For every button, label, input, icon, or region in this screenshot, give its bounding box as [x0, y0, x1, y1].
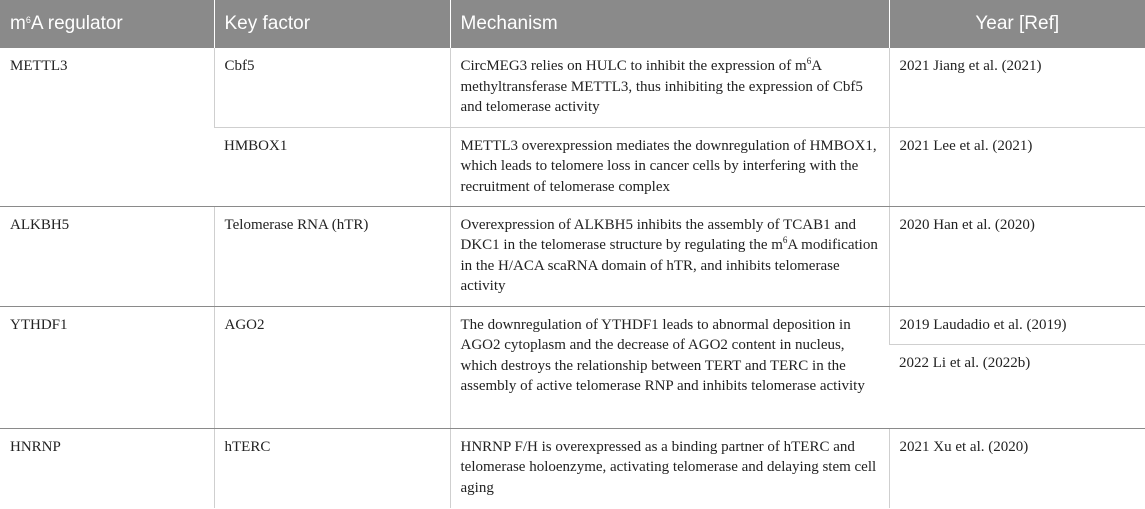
- mechanism-cell: Overexpression of ALKBH5 inhibits the assembly of TCAB1 and DKC1 in the telomerase structure by regulating the $m^6A$ modification in the H/ACA scaRNA domain of hTR, and inhibits telomerase activity: [450, 206, 889, 306]
- year-ref-cell: 2019 Laudadio et al. (2019): [889, 306, 1145, 344]
- header-key-factor: Key factor: [214, 0, 450, 48]
- header-regulator: $m^6A$ regulator: [0, 0, 214, 48]
- regulator-cell: HNRNP: [10, 438, 61, 455]
- key-factor-cell: Telomerase RNA (hTR): [214, 206, 450, 306]
- key-factor-cell: Cbf5: [214, 48, 450, 127]
- table-row: [0, 306, 1145, 344]
- table-header: [0, 0, 1145, 48]
- table-row: [0, 48, 1145, 127]
- key-factor-cell: hTERC: [214, 428, 450, 508]
- year-ref-cell: 2021 Xu et al. (2020): [889, 428, 1145, 508]
- mechanism-cell: METTL3 overexpression mediates the downregulation of HMBOX1, which leads to telomere loss in cancer cells by interfering with the recruitment of telomerase complex: [450, 127, 889, 206]
- year-ref-cell: 2022 Li et al. (2022b): [889, 344, 1145, 428]
- mechanism-cell: HNRNP F/H is overexpressed as a binding partner of hTERC and telomerase holoenzyme, activating telomerase and delaying stem cell aging: [450, 428, 889, 508]
- header-mechanism: Mechanism: [450, 0, 889, 48]
- year-ref-cell: 2021 Jiang et al. (2021): [889, 48, 1145, 127]
- key-factor-cell: HMBOX1: [214, 127, 450, 206]
- header-year-ref: Year [Ref]: [889, 0, 1145, 48]
- key-factor-cell: AGO2: [214, 306, 450, 428]
- table-row: [0, 206, 1145, 306]
- regulator-cell: ALKBH5: [0, 206, 214, 306]
- regulator-cell: YTHDF1: [0, 306, 214, 428]
- year-ref-cell: 2021 Lee et al. (2021): [889, 127, 1145, 206]
- mechanism-cell: The downregulation of YTHDF1 leads to abnormal deposition in AGO2 cytoplasm and the decrease of AGO2 content in nucleus, which destroys the relationship between TERT and TERC in the assembly of active telomerase RNP and inhibits telomerase activity: [450, 306, 889, 428]
- mechanism-cell: CircMEG3 relies on HULC to inhibit the expression of $m^6A$ methyltransferase METTL3, thus inhibiting the expression of Cbf5 and telomerase activity: [450, 48, 889, 127]
- year-ref-cell: 2020 Han et al. (2020): [889, 206, 1145, 306]
- regulator-cell: METTL3: [0, 48, 214, 206]
- table-row: [0, 428, 1145, 508]
